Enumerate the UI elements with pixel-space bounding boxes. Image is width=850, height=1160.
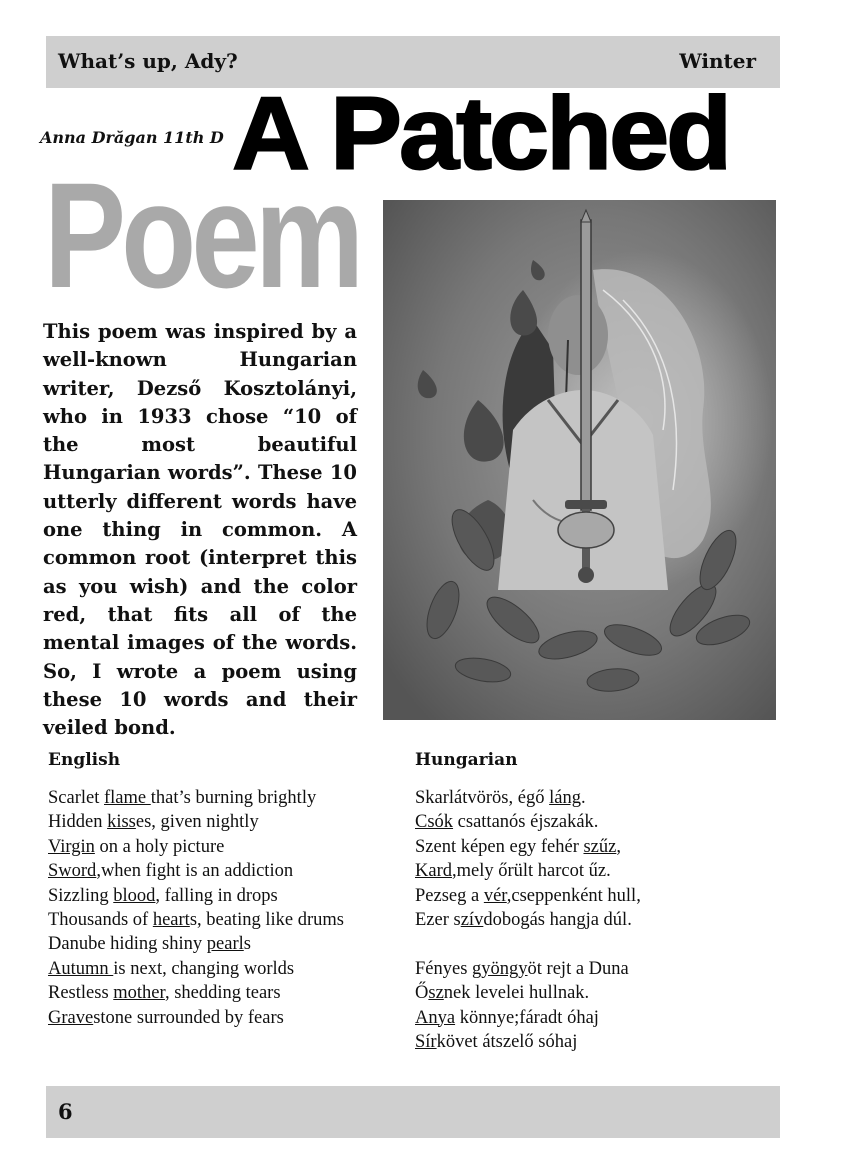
underlined-word: Sword — [48, 861, 97, 882]
poem-text: . — [580, 788, 586, 808]
poem-text: s, beating like drums — [189, 910, 344, 931]
poem-text: Ő — [415, 983, 429, 1004]
poem-line — [48, 957, 378, 981]
poem-text: Skarlátvörös, égő — [415, 788, 550, 808]
poem-line — [415, 884, 755, 908]
poem-text: , shedding tears — [164, 983, 281, 1004]
underlined-word: Virgin — [48, 836, 95, 857]
article-title-line1: A Patched — [232, 75, 730, 191]
underlined-word: Csók — [415, 812, 454, 833]
poem-text: Ezer s — [415, 910, 461, 931]
poem-text: s — [243, 934, 251, 955]
poem-line — [48, 981, 378, 1005]
poem-line — [48, 835, 378, 859]
underlined-word: zív — [460, 910, 484, 931]
poem-text: ,cseppenként hull, — [506, 885, 641, 906]
poem-text: es, given nightly — [135, 812, 259, 833]
underlined-word: blood — [113, 885, 156, 906]
poem-line — [48, 810, 378, 834]
poem-line — [48, 884, 378, 908]
poem-text: Szent képen egy fehér — [415, 836, 584, 857]
poem-text: ,mely őrült harcot űz. — [451, 861, 611, 882]
poem-text: , falling in drops — [155, 885, 278, 906]
poem-line — [415, 859, 755, 883]
poem-line — [415, 786, 755, 810]
underlined-word: Autumn — [48, 958, 114, 979]
underlined-word: Grave — [48, 1007, 94, 1028]
poem-line — [415, 981, 755, 1005]
poem-text: öt rejt a Duna — [527, 958, 629, 979]
underlined-word: kiss — [107, 812, 136, 833]
poem-text: Fényes — [415, 958, 473, 979]
poem-line — [415, 835, 755, 859]
poem-line — [415, 932, 755, 956]
poem-text: Scarlet — [48, 788, 104, 808]
article-intro: This poem was inspired by a well-known Hungarian writer, Dezső Kosztolányi, who in 1933 chose “10 of the most beautiful Hungarian words”. These 10 utterly different words have one thing in common. A common root (interpret this as you wish) and the color red, that fits all of the mental images of the words. So, I wrote a poem using these 10 words and their veiled bond. — [43, 320, 357, 740]
poem-text: on a holy picture — [94, 836, 225, 857]
poem-text: Danube hiding shiny — [48, 934, 207, 955]
underlined-word: mother — [113, 983, 165, 1004]
underlined-word: sz — [428, 983, 444, 1004]
poem-text: Restless — [48, 983, 114, 1004]
poem-text: Thousands of — [48, 910, 153, 931]
poem-text: dobogás hangja dúl. — [483, 910, 632, 931]
underlined-word: szűz — [583, 836, 617, 857]
poem-text: Sizzling — [48, 885, 114, 906]
magazine-name: What’s up, Ady? — [58, 49, 238, 73]
poem-text: , — [616, 836, 621, 857]
poem-line — [48, 908, 378, 932]
poem-line — [48, 1006, 378, 1030]
underlined-word: vér — [483, 885, 507, 906]
underlined-word: heart — [152, 910, 190, 931]
painting-icon — [383, 200, 776, 720]
poem-text: nek levelei hullnak. — [443, 983, 590, 1004]
poem-line — [415, 1030, 755, 1054]
poem-text: Hidden — [48, 812, 108, 833]
poem-line — [48, 786, 378, 810]
page-number: 6 — [58, 1099, 73, 1124]
poem-line — [415, 957, 755, 981]
article-title-line2: Poem — [44, 151, 360, 319]
author-byline: Anna Drăgan 11th D — [40, 128, 224, 147]
poem-text: that’s burning brightly — [150, 788, 317, 808]
issue-season: Winter — [679, 49, 756, 73]
footer-bar — [46, 1086, 780, 1138]
underlined-word: Kard — [415, 861, 452, 882]
english-column-title: English — [48, 750, 121, 770]
poem-line — [48, 859, 378, 883]
underlined-word: flame — [104, 788, 151, 808]
poem-text: követ átszelő sóhaj — [436, 1032, 578, 1053]
hungarian-poem — [415, 786, 755, 1054]
painting-illustration — [383, 200, 776, 720]
poem-text: stone surrounded by fears — [93, 1007, 284, 1028]
poem-text: ,when fight is an addiction — [96, 861, 294, 882]
underlined-word: láng — [549, 788, 581, 808]
poem-text: könnye;fáradt óhaj — [455, 1007, 599, 1028]
underlined-word: gyöngy — [472, 958, 528, 979]
hungarian-column-title: Hungarian — [415, 750, 518, 770]
poem-text: csattanós éjszakák. — [453, 812, 599, 833]
poem-line — [415, 908, 755, 932]
underlined-word: Sír — [415, 1032, 437, 1053]
underlined-word: Anya — [415, 1007, 456, 1028]
poem-line — [415, 810, 755, 834]
poem-text: Pezseg a — [415, 885, 484, 906]
english-poem — [48, 786, 378, 1030]
underlined-word: pearl — [206, 934, 244, 955]
poem-line — [48, 932, 378, 956]
poem-text: is next, changing worlds — [113, 958, 295, 979]
poem-line — [415, 1006, 755, 1030]
